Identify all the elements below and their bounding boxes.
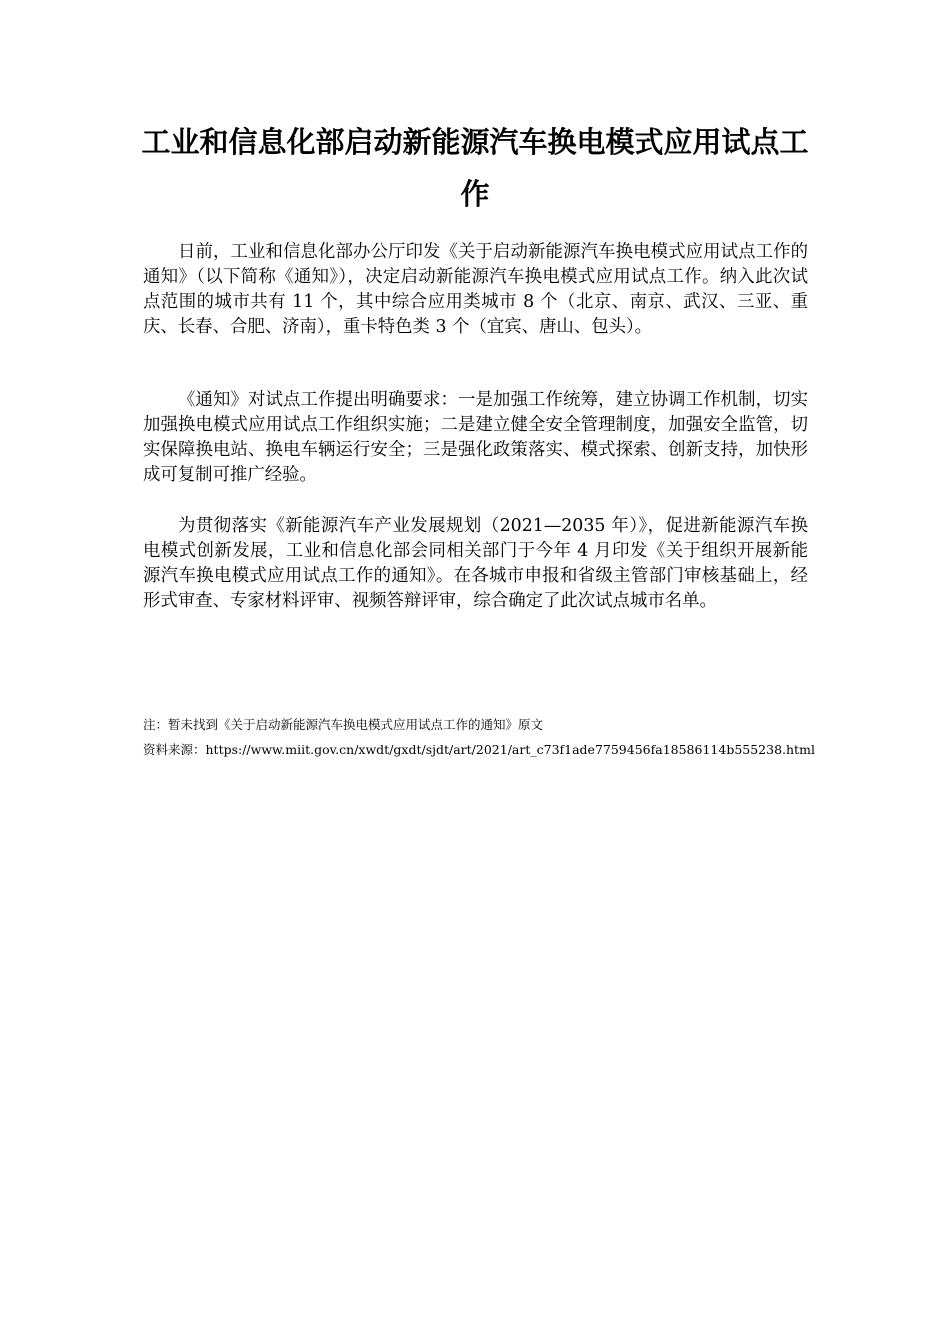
footnote: 注：暂未找到《关于启动新能源汽车换电模式应用试点工作的通知》原文	[143, 717, 544, 732]
paragraph-announcement: 日前，工业和信息化部办公厅印发《关于启动新能源汽车换电模式应用试点工作的通知》（以下简称《通知》），决定启动新能源汽车换电模式应用试点工作。纳入此次试点范围的城市共有 11 个，其中综合应用类城市 8 个（北京、南京、武汉、三亚、重庆、长春、合肥、济南），重卡特色类 3 个（宜宾、唐山、包头）。	[143, 242, 808, 337]
source-citation: 资料来源：https://www.miit.gov.cn/xwdt/gxdt/sjdt/art/2021/art_c73f1ade7759456fa18586114b555238.html	[143, 742, 815, 757]
paragraph-background: 为贯彻落实《新能源汽车产业发展规划（2021—2035 年）》，促进新能源汽车换电模式创新发展，工业和信息化部会同相关部门于今年 4 月印发《关于组织开展新能源汽车换电模式应用试点工作的通知》。在各城市申报和省级主管部门审核基础上，经形式审查、专家材料评审、视频答辩评审，综合确定了此次试点城市名单。	[143, 516, 808, 611]
paragraph-requirements: 《通知》对试点工作提出明确要求：一是加强工作统筹，建立协调工作机制，切实加强换电模式应用试点工作组织实施；二是建立健全安全管理制度，加强安全监管，切实保障换电站、换电车辆运行安全；三是强化政策落实、模式探索、创新支持，加快形成可复制可推广经验。	[143, 390, 808, 485]
document-title: 工业和信息化部启动新能源汽车换电模式应用试点工作	[141, 125, 809, 211]
